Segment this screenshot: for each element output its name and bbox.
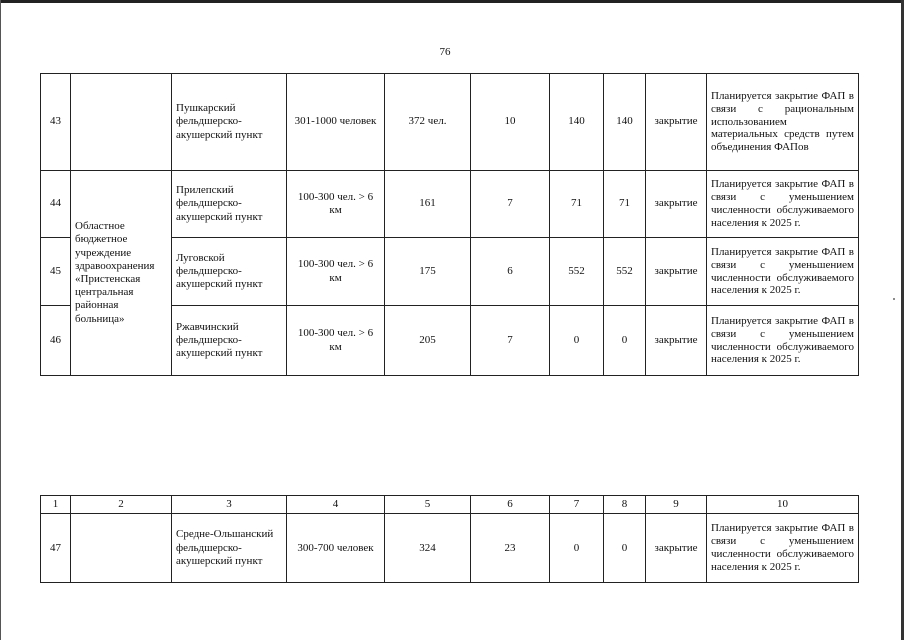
- facility-name: Ржавчинский фельдшерско-акушерский пункт: [172, 306, 287, 376]
- action-status: закрытие: [646, 171, 707, 238]
- row-number: 45: [41, 238, 71, 306]
- value-col7: 0: [550, 514, 604, 583]
- value-col7: 140: [550, 74, 604, 171]
- value-col8: 140: [604, 74, 646, 171]
- row-number: 43: [41, 74, 71, 171]
- header-cell: 6: [471, 496, 550, 514]
- org-name-merged: Областное бюджетное учреждение здравоохранения «Пристенская центральная районная больница»: [71, 171, 172, 376]
- facility-name: Луговской фельдшерско-акушерский пункт: [172, 238, 287, 306]
- value-col8: 0: [604, 514, 646, 583]
- org-cell-empty: [71, 74, 172, 171]
- table-row: [41, 171, 859, 238]
- value-col7: 71: [550, 171, 604, 238]
- value-col6: 23: [471, 514, 550, 583]
- value-col8: 552: [604, 238, 646, 306]
- served-population: 161: [385, 171, 471, 238]
- facility-name: Прилепский фельдшерско-акушерский пункт: [172, 171, 287, 238]
- note-text: Планируется закрытие ФАП в связи с уменьшением численности обслуживаемого населения к 2025 г.: [707, 306, 859, 376]
- population-range: 300-700 человек: [287, 514, 385, 583]
- note-text: Планируется закрытие ФАП в связи с уменьшением численности обслуживаемого населения к 2025 г.: [707, 171, 859, 238]
- note-text: Планируется закрытие ФАП в связи с уменьшением численности обслуживаемого населения к 2025 г.: [707, 514, 859, 583]
- column-number-header: [41, 496, 859, 514]
- table-row: [41, 514, 859, 583]
- value-col7: 552: [550, 238, 604, 306]
- action-status: закрытие: [646, 306, 707, 376]
- value-col8: 71: [604, 171, 646, 238]
- header-cell: 2: [71, 496, 172, 514]
- header-cell: 10: [707, 496, 859, 514]
- header-cell: 5: [385, 496, 471, 514]
- action-status: закрытие: [646, 514, 707, 583]
- facilities-table-top: [40, 73, 859, 376]
- value-col6: 10: [471, 74, 550, 171]
- page-number: 76: [439, 46, 451, 58]
- header-cell: 3: [172, 496, 287, 514]
- served-population: 372 чел.: [385, 74, 471, 171]
- served-population: 175: [385, 238, 471, 306]
- population-range: 100-300 чел. > 6 км: [287, 238, 385, 306]
- value-col6: 7: [471, 171, 550, 238]
- facility-name: Пушкарский фельдшерско-акушерский пункт: [172, 74, 287, 171]
- header-cell: 4: [287, 496, 385, 514]
- note-text: Планируется закрытие ФАП в связи с рациональным использованием материальных средств путем объединения ФАПов: [707, 74, 859, 171]
- served-population: 324: [385, 514, 471, 583]
- action-status: закрытие: [646, 238, 707, 306]
- scan-border-top: [0, 0, 904, 3]
- row-number: 46: [41, 306, 71, 376]
- row-number: 44: [41, 171, 71, 238]
- header-cell: 8: [604, 496, 646, 514]
- value-col6: 7: [471, 306, 550, 376]
- facility-name: Средне-Ольшанский фельдшерско-акушерский пункт: [172, 514, 287, 583]
- header-cell: 1: [41, 496, 71, 514]
- table-row: [41, 74, 859, 171]
- scan-speck: [893, 298, 895, 300]
- row-number: 47: [41, 514, 71, 583]
- scan-border-left: [0, 0, 1, 640]
- value-col8: 0: [604, 306, 646, 376]
- population-range: 100-300 чел. > 6 км: [287, 306, 385, 376]
- population-range: 100-300 чел. > 6 км: [287, 171, 385, 238]
- note-text: Планируется закрытие ФАП в связи с уменьшением численности обслуживаемого населения к 2025 г.: [707, 238, 859, 306]
- header-cell: 9: [646, 496, 707, 514]
- action-status: закрытие: [646, 74, 707, 171]
- value-col7: 0: [550, 306, 604, 376]
- org-cell-empty: [71, 514, 172, 583]
- population-range: 301-1000 человек: [287, 74, 385, 171]
- value-col6: 6: [471, 238, 550, 306]
- served-population: 205: [385, 306, 471, 376]
- facilities-table-bottom: [40, 495, 859, 583]
- header-cell: 7: [550, 496, 604, 514]
